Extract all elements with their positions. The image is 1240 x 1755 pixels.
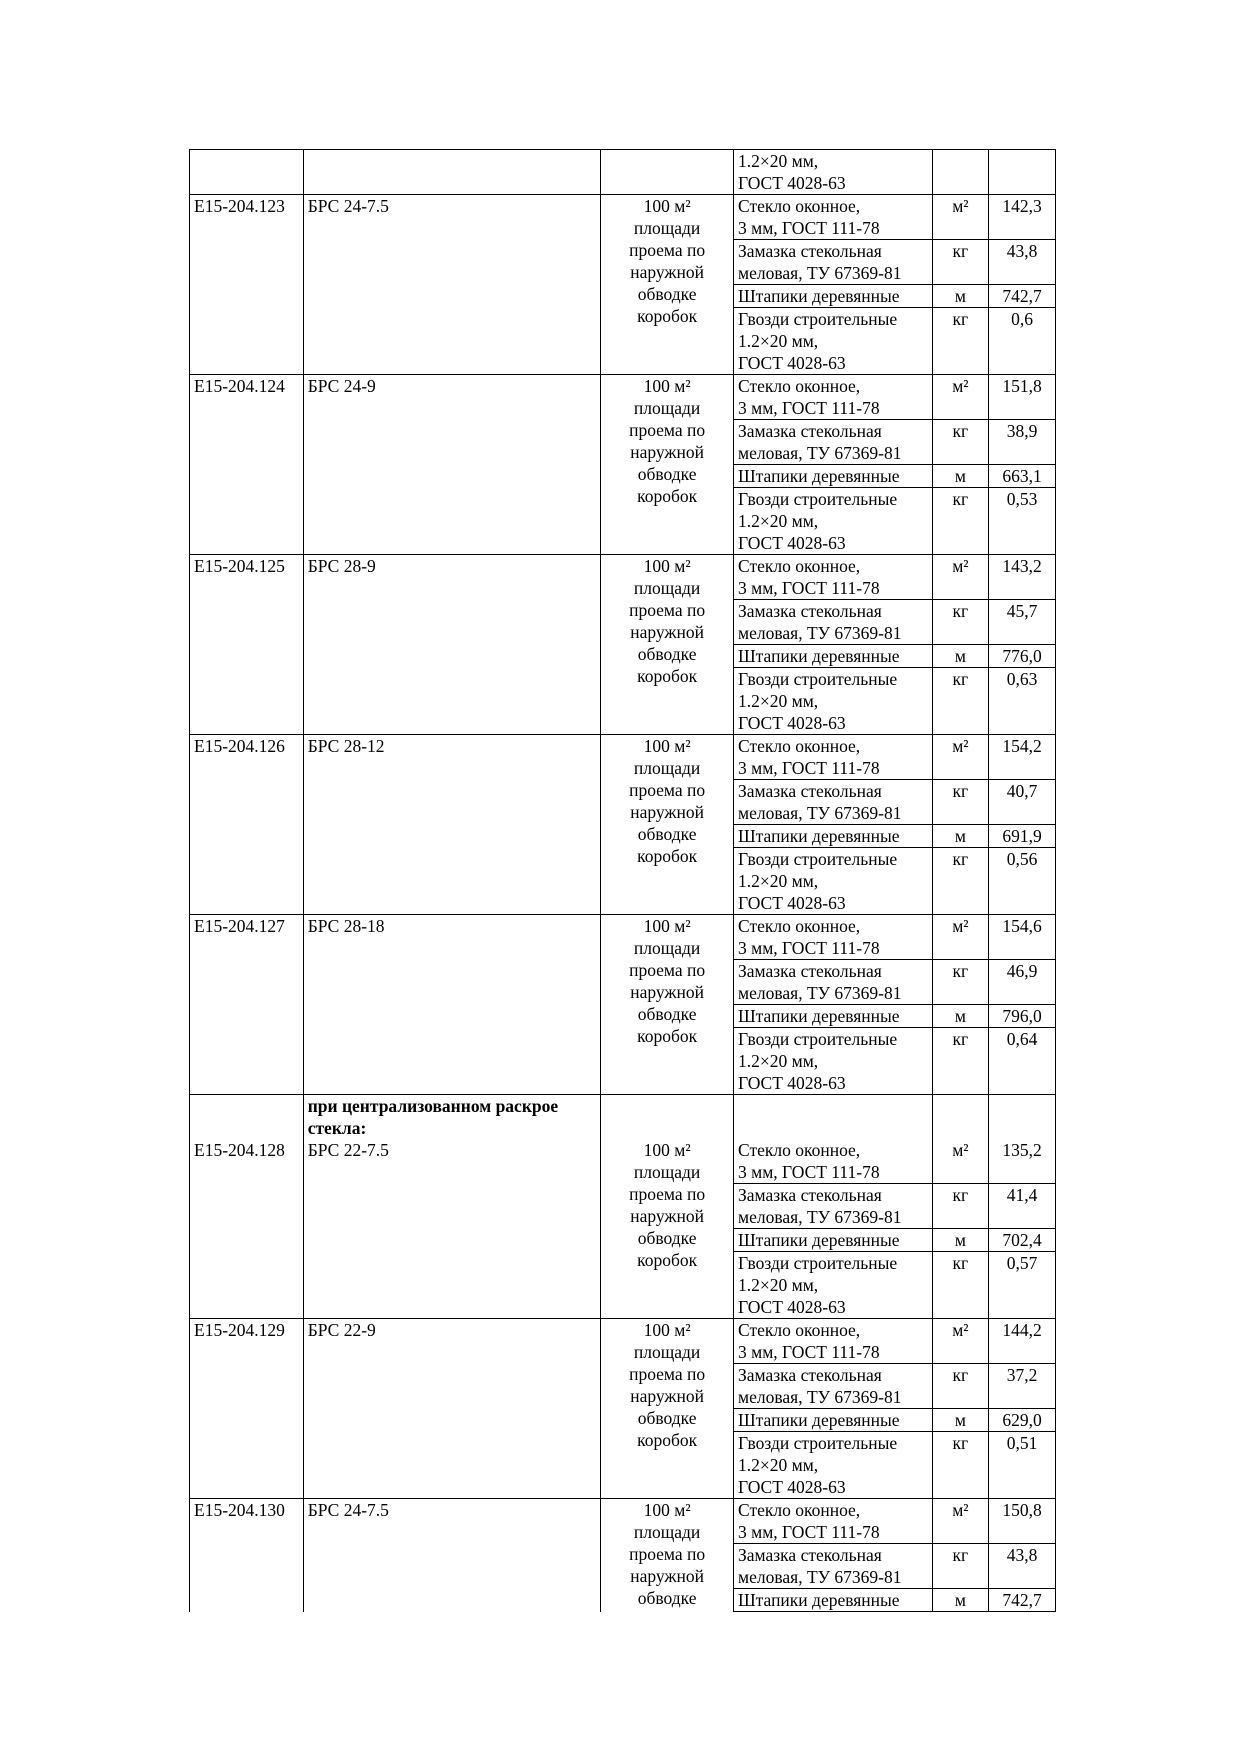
measure-cell: м² bbox=[932, 1139, 988, 1184]
section-heading-row bbox=[190, 1095, 1056, 1140]
quantity-cell bbox=[989, 1095, 1056, 1140]
measure-cell: кг bbox=[932, 240, 988, 285]
name-cell: БРС 24-7.5 bbox=[303, 195, 601, 375]
material-cell: 1.2×20 мм, ГОСТ 4028-63 bbox=[734, 150, 933, 195]
code-cell bbox=[190, 150, 304, 195]
quantity-cell: 40,7 bbox=[989, 780, 1056, 825]
code-cell: Е15-204.130 bbox=[190, 1499, 304, 1612]
material-cell: Стекло оконное, 3 мм, ГОСТ 111-78 bbox=[734, 735, 933, 780]
measure-cell: кг bbox=[932, 780, 988, 825]
material-cell: Штапики деревянные bbox=[734, 825, 933, 848]
code-cell bbox=[190, 1095, 304, 1140]
quantity-cell: 691,9 bbox=[989, 825, 1056, 848]
material-cell: Стекло оконное, 3 мм, ГОСТ 111-78 bbox=[734, 915, 933, 960]
unit-cell bbox=[601, 1095, 734, 1140]
material-cell: Штапики деревянные bbox=[734, 1005, 933, 1028]
quantity-cell: 43,8 bbox=[989, 240, 1056, 285]
material-cell bbox=[734, 1095, 933, 1140]
unit-cell: 100 м² площади проема по наружной обводке коробок bbox=[601, 1139, 734, 1319]
code-cell: Е15-204.125 bbox=[190, 555, 304, 735]
material-cell: Гвозди строительные 1.2×20 мм, ГОСТ 4028-63 bbox=[734, 1028, 933, 1095]
measure-cell: кг bbox=[932, 1252, 988, 1319]
material-cell: Замазка стекольная меловая, ТУ 67369-81 bbox=[734, 1364, 933, 1409]
measure-cell bbox=[932, 150, 988, 195]
measure-cell: кг bbox=[932, 1432, 988, 1499]
quantity-cell: 151,8 bbox=[989, 375, 1056, 420]
material-cell: Штапики деревянные bbox=[734, 465, 933, 488]
material-cell: Гвозди строительные 1.2×20 мм, ГОСТ 4028-63 bbox=[734, 1432, 933, 1499]
material-cell: Стекло оконное, 3 мм, ГОСТ 111-78 bbox=[734, 1139, 933, 1184]
material-cell: Стекло оконное, 3 мм, ГОСТ 111-78 bbox=[734, 375, 933, 420]
quantity-cell: 663,1 bbox=[989, 465, 1056, 488]
measure-cell: кг bbox=[932, 1364, 988, 1409]
material-cell: Штапики деревянные bbox=[734, 1229, 933, 1252]
quantity-cell: 43,8 bbox=[989, 1544, 1056, 1589]
quantity-cell: 796,0 bbox=[989, 1005, 1056, 1028]
table-row bbox=[190, 375, 1056, 420]
quantity-cell: 0,63 bbox=[989, 668, 1056, 735]
table-row bbox=[190, 1319, 1056, 1364]
unit-cell: 100 м² площади проема по наружной обводке коробок bbox=[601, 1319, 734, 1499]
measure-cell: кг bbox=[932, 1184, 988, 1229]
code-cell: Е15-204.128 bbox=[190, 1139, 304, 1319]
quantity-cell: 37,2 bbox=[989, 1364, 1056, 1409]
measure-cell: м² bbox=[932, 375, 988, 420]
measure-cell: м² bbox=[932, 555, 988, 600]
material-cell: Штапики деревянные bbox=[734, 645, 933, 668]
table-row bbox=[190, 915, 1056, 960]
quantity-cell: 0,53 bbox=[989, 488, 1056, 555]
name-cell: БРС 28-18 bbox=[303, 915, 601, 1095]
measure-cell: м bbox=[932, 1005, 988, 1028]
material-cell: Замазка стекольная меловая, ТУ 67369-81 bbox=[734, 780, 933, 825]
material-cell: Замазка стекольная меловая, ТУ 67369-81 bbox=[734, 420, 933, 465]
material-cell: Стекло оконное, 3 мм, ГОСТ 111-78 bbox=[734, 555, 933, 600]
code-cell: Е15-204.127 bbox=[190, 915, 304, 1095]
material-cell: Стекло оконное, 3 мм, ГОСТ 111-78 bbox=[734, 1499, 933, 1544]
quantity-cell: 45,7 bbox=[989, 600, 1056, 645]
quantity-cell: 742,7 bbox=[989, 1589, 1056, 1612]
table-row bbox=[190, 735, 1056, 780]
code-cell: Е15-204.123 bbox=[190, 195, 304, 375]
table-row bbox=[190, 1499, 1056, 1544]
material-cell: Замазка стекольная меловая, ТУ 67369-81 bbox=[734, 1184, 933, 1229]
code-cell: Е15-204.124 bbox=[190, 375, 304, 555]
quantity-cell: 38,9 bbox=[989, 420, 1056, 465]
material-cell: Гвозди строительные 1.2×20 мм, ГОСТ 4028-63 bbox=[734, 308, 933, 375]
unit-cell: 100 м² площади проема по наружной обводке коробок bbox=[601, 735, 734, 915]
quantity-cell: 142,3 bbox=[989, 195, 1056, 240]
measure-cell: кг bbox=[932, 420, 988, 465]
measure-cell: м bbox=[932, 645, 988, 668]
name-cell: БРС 22-7.5 bbox=[303, 1139, 601, 1319]
quantity-cell: 0,56 bbox=[989, 848, 1056, 915]
measure-cell: м bbox=[932, 465, 988, 488]
name-cell: БРС 28-9 bbox=[303, 555, 601, 735]
measure-cell: м² bbox=[932, 735, 988, 780]
material-cell: Гвозди строительные 1.2×20 мм, ГОСТ 4028-63 bbox=[734, 488, 933, 555]
measure-cell: кг bbox=[932, 960, 988, 1005]
material-cell: Замазка стекольная меловая, ТУ 67369-81 bbox=[734, 960, 933, 1005]
measure-cell: м bbox=[932, 1589, 988, 1612]
measure-cell: кг bbox=[932, 1028, 988, 1095]
table-row bbox=[190, 195, 1056, 240]
measure-cell: кг bbox=[932, 1544, 988, 1589]
name-cell: БРС 22-9 bbox=[303, 1319, 601, 1499]
quantity-cell bbox=[989, 150, 1056, 195]
name-cell: БРС 24-7.5 bbox=[303, 1499, 601, 1612]
material-cell: Гвозди строительные 1.2×20 мм, ГОСТ 4028-63 bbox=[734, 668, 933, 735]
quantity-cell: 46,9 bbox=[989, 960, 1056, 1005]
measure-cell: м² bbox=[932, 195, 988, 240]
unit-cell: 100 м² площади проема по наружной обводке коробок bbox=[601, 915, 734, 1095]
material-cell: Штапики деревянные bbox=[734, 1589, 933, 1612]
measure-cell: кг bbox=[932, 600, 988, 645]
unit-cell: 100 м² площади проема по наружной обводке коробок bbox=[601, 555, 734, 735]
quantity-cell: 0,51 bbox=[989, 1432, 1056, 1499]
measure-cell: кг bbox=[932, 308, 988, 375]
quantity-cell: 742,7 bbox=[989, 285, 1056, 308]
unit-cell: 100 м² площади проема по наружной обводке коробок bbox=[601, 195, 734, 375]
unit-cell: 100 м² площади проема по наружной обводке коробок bbox=[601, 375, 734, 555]
table-row bbox=[190, 555, 1056, 600]
material-cell: Замазка стекольная меловая, ТУ 67369-81 bbox=[734, 240, 933, 285]
quantity-cell: 143,2 bbox=[989, 555, 1056, 600]
material-cell: Замазка стекольная меловая, ТУ 67369-81 bbox=[734, 600, 933, 645]
code-cell: Е15-204.129 bbox=[190, 1319, 304, 1499]
quantity-cell: 41,4 bbox=[989, 1184, 1056, 1229]
measure-cell: кг bbox=[932, 668, 988, 735]
name-cell: БРС 28-12 bbox=[303, 735, 601, 915]
measure-cell: м bbox=[932, 1229, 988, 1252]
table-row-continuation bbox=[190, 150, 1056, 195]
material-cell: Гвозди строительные 1.2×20 мм, ГОСТ 4028-63 bbox=[734, 1252, 933, 1319]
norms-table bbox=[189, 149, 1056, 1612]
measure-cell: м bbox=[932, 285, 988, 308]
quantity-cell: 154,6 bbox=[989, 915, 1056, 960]
table-body bbox=[190, 195, 1056, 1612]
material-cell: Замазка стекольная меловая, ТУ 67369-81 bbox=[734, 1544, 933, 1589]
measure-cell: м bbox=[932, 825, 988, 848]
measure-cell: м² bbox=[932, 1319, 988, 1364]
quantity-cell: 135,2 bbox=[989, 1139, 1056, 1184]
measure-cell: м bbox=[932, 1409, 988, 1432]
material-cell: Гвозди строительные 1.2×20 мм, ГОСТ 4028-63 bbox=[734, 848, 933, 915]
name-cell bbox=[303, 150, 601, 195]
section-heading: при централизованном раскрое стекла: bbox=[303, 1095, 601, 1140]
measure-cell: кг bbox=[932, 488, 988, 555]
quantity-cell: 0,57 bbox=[989, 1252, 1056, 1319]
quantity-cell: 702,4 bbox=[989, 1229, 1056, 1252]
material-cell: Штапики деревянные bbox=[734, 1409, 933, 1432]
quantity-cell: 776,0 bbox=[989, 645, 1056, 668]
quantity-cell: 150,8 bbox=[989, 1499, 1056, 1544]
measure-cell: кг bbox=[932, 848, 988, 915]
material-cell: Стекло оконное, 3 мм, ГОСТ 111-78 bbox=[734, 195, 933, 240]
quantity-cell: 154,2 bbox=[989, 735, 1056, 780]
quantity-cell: 0,6 bbox=[989, 308, 1056, 375]
material-cell: Стекло оконное, 3 мм, ГОСТ 111-78 bbox=[734, 1319, 933, 1364]
unit-cell bbox=[601, 150, 734, 195]
code-cell: Е15-204.126 bbox=[190, 735, 304, 915]
quantity-cell: 0,64 bbox=[989, 1028, 1056, 1095]
name-cell: БРС 24-9 bbox=[303, 375, 601, 555]
measure-cell bbox=[932, 1095, 988, 1140]
unit-cell: 100 м² площади проема по наружной обводке bbox=[601, 1499, 734, 1612]
table-row bbox=[190, 1139, 1056, 1184]
material-cell: Штапики деревянные bbox=[734, 285, 933, 308]
quantity-cell: 144,2 bbox=[989, 1319, 1056, 1364]
quantity-cell: 629,0 bbox=[989, 1409, 1056, 1432]
measure-cell: м² bbox=[932, 915, 988, 960]
measure-cell: м² bbox=[932, 1499, 988, 1544]
